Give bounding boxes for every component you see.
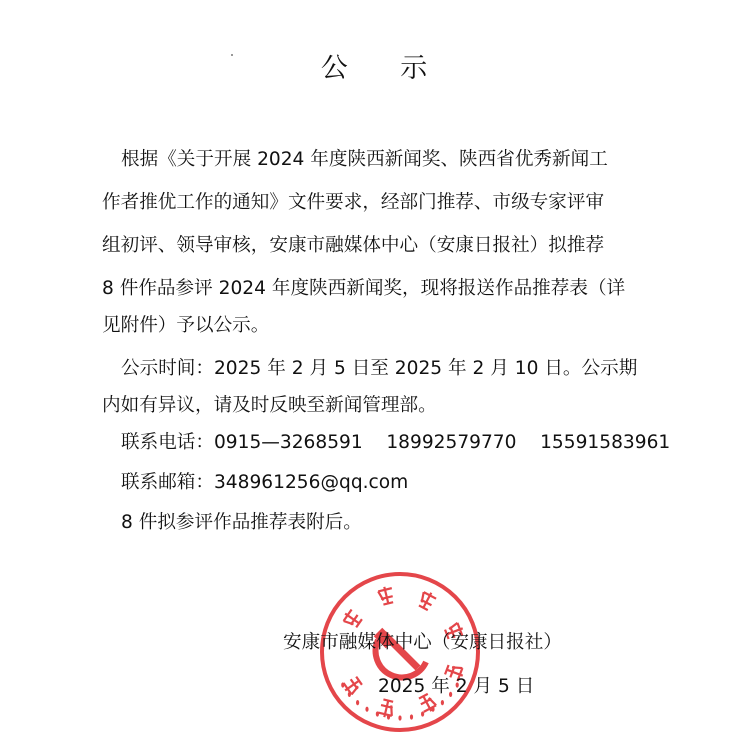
seal-code-digit bbox=[376, 711, 379, 716]
para1-line: 见附件）予以公示。 bbox=[102, 315, 270, 336]
seal-code-digit bbox=[441, 700, 444, 705]
seal-glyph bbox=[341, 674, 364, 696]
contact-email: 联系邮箱：348961256@qq.com bbox=[121, 472, 409, 493]
para1-line: 作者推优工作的通知》文件要求，经部门推荐、市级专家评审 bbox=[102, 192, 605, 213]
para1-line: 根据《关于开展 2024 年度陕西新闻奖、陕西省优秀新闻工 bbox=[121, 149, 608, 170]
para1-line: 组初评、领导审核，安康市融媒体中心（安康日报社）拟推荐 bbox=[102, 235, 605, 256]
attachment-note: 8 件拟参评作品推荐表附后。 bbox=[121, 512, 362, 533]
seal-code-digit bbox=[398, 715, 401, 720]
seal-glyph bbox=[417, 589, 438, 611]
seal-code-digit bbox=[410, 714, 413, 719]
signature-org: 安康市融媒体中心（安康日报社） bbox=[283, 632, 562, 653]
seal-code-digit bbox=[387, 714, 390, 719]
seal-glyph bbox=[377, 585, 395, 606]
seal-code-digit bbox=[431, 707, 434, 712]
para2-line: 内如有异议，请及时反映至新闻管理部。 bbox=[102, 395, 437, 416]
seal-code-digit bbox=[341, 682, 344, 687]
seal-code-digit bbox=[421, 711, 424, 716]
page-title: 公 示 bbox=[320, 53, 450, 84]
seal-glyph bbox=[341, 608, 364, 630]
para1-line: 8 件作品参评 2024 年度陕西新闻奖，现将报送作品推荐表（详 bbox=[102, 278, 626, 299]
signature-date: 2025 年 2 月 5 日 bbox=[378, 676, 535, 697]
seal-glyph bbox=[377, 698, 395, 719]
seal-code-digit bbox=[365, 707, 368, 712]
para2-line: 公示时间：2025 年 2 月 5 日至 2025 年 2 月 10 日。公示期 bbox=[121, 358, 638, 379]
seal-code-digit bbox=[348, 692, 351, 697]
seal-code-digit bbox=[356, 700, 359, 705]
contact-phone: 联系电话：0915—3268591 18992579770 15591583961 bbox=[121, 432, 671, 453]
